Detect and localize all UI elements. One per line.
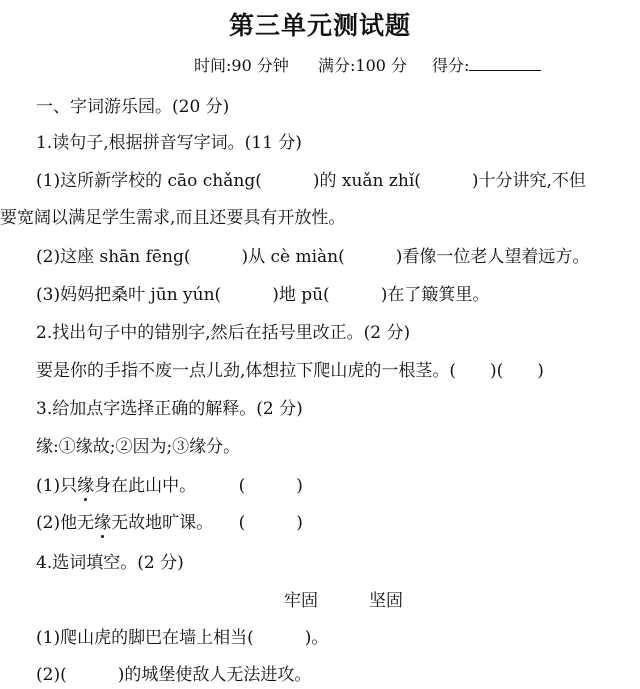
question-1-line-2: 要宽阔以满足学生需求,而且还要具有开放性。 [0, 208, 346, 228]
question-2-line-1: 要是你的手指不废一点儿劲,体想拉下爬山虎的一根茎。( )( ) [36, 361, 544, 381]
question-3-item-1 [36, 475, 303, 497]
dotted-char: 缘 [94, 513, 112, 533]
item-2-suffix: 无故地旷课。 ( ) [111, 513, 303, 533]
score-blank [469, 55, 541, 71]
item-2-prefix: (2)他无 [36, 513, 95, 533]
dotted-char: 缘 [77, 476, 95, 496]
question-1-line-3: (2)这座 shān fēng( )从 cè miàn( )看像一位老人望着远方。 [36, 247, 590, 267]
score-label: 得分: [432, 56, 470, 75]
question-4-heading: 4.选词填空。(2 分) [36, 553, 184, 573]
exam-time: 时间:90 分钟 [194, 56, 289, 75]
question-1-line-1: (1)这所新学校的 cāo chǎng( )的 xuǎn zhǐ( )十分讲究,不但 [36, 171, 586, 191]
exam-full-score: 满分:100 分 [318, 56, 408, 75]
question-4-line-1: (1)爬山虎的脚巴在墙上相当( )。 [36, 628, 329, 648]
question-3-heading: 3.给加点字选择正确的解释。(2 分) [36, 399, 303, 419]
item-1-prefix: (1)只 [36, 476, 78, 496]
item-1-suffix: 身在此山中。 ( ) [94, 476, 303, 496]
word-choices: 牢固 坚固 [284, 591, 403, 611]
question-3-item-2 [36, 512, 303, 534]
exam-score-row [432, 55, 541, 77]
question-2-heading: 2.找出句子中的错别字,然后在括号里改正。(2 分) [36, 323, 411, 343]
section-heading: 一、字词游乐园。(20 分) [36, 97, 230, 117]
question-3-options: 缘:①缘故;②因为;③缘分。 [36, 437, 241, 457]
page-title: 第三单元测试题 [228, 11, 411, 40]
question-4-line-2: (2)( )的城堡使敌人无法进攻。 [36, 665, 312, 685]
question-1-line-4: (3)妈妈把桑叶 jūn yún( )地 pū( )在了簸箕里。 [36, 285, 490, 305]
question-1-heading: 1.读句子,根据拼音写字词。(11 分) [36, 133, 302, 153]
